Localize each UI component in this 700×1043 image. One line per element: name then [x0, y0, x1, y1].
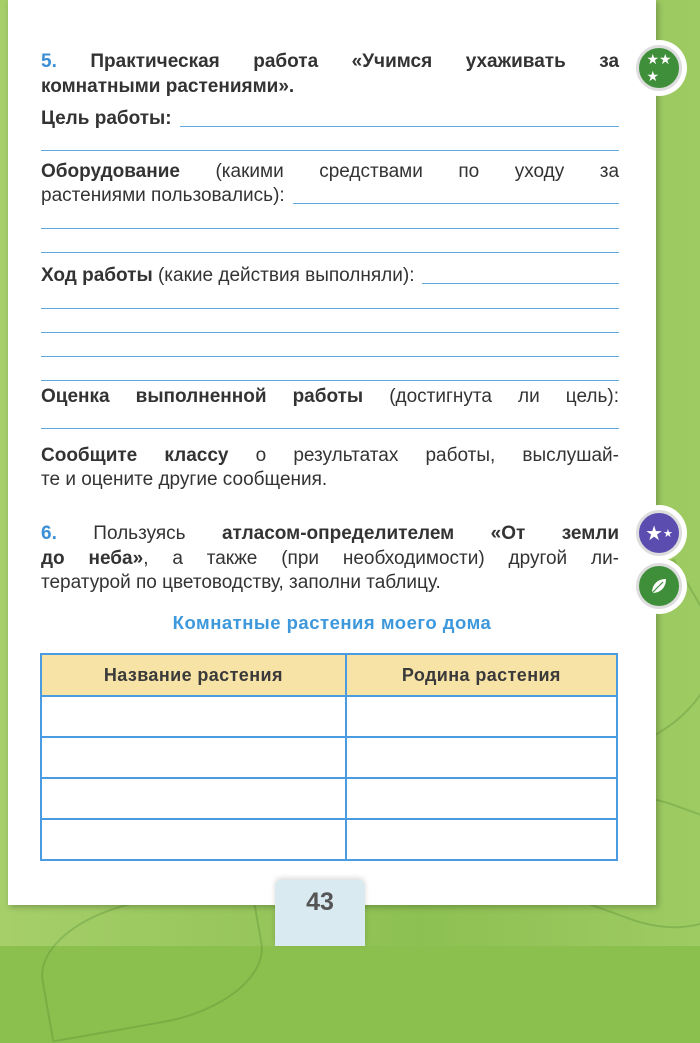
- table-title: Комнатные растения моего дома: [172, 612, 492, 633]
- table-cell[interactable]: [346, 737, 617, 778]
- task5-title-line1: 5. Практическая работа «Учимся ухаживать за: [41, 51, 620, 72]
- table-cell[interactable]: [41, 696, 346, 737]
- eval-row: Оценка выполненной работы (достигнута ли цель):: [41, 386, 619, 407]
- answer-line[interactable]: [41, 356, 619, 357]
- workbook-page: [8, 0, 656, 905]
- goal-row: Цель работы:: [41, 107, 619, 131]
- equipment-line1: Оборудование (какими средствами по уходу за: [41, 161, 620, 182]
- plants-table: [40, 653, 618, 861]
- equipment-line2: растениями пользовались):: [41, 184, 619, 208]
- answer-line[interactable]: [41, 228, 619, 229]
- task6-line2: до неба», а также (при необходимости) другой ли-: [41, 548, 620, 569]
- table-cell[interactable]: [41, 737, 346, 778]
- table-row: [41, 778, 617, 819]
- table-cell[interactable]: [41, 819, 346, 860]
- equipment-answer-line[interactable]: [293, 203, 619, 204]
- table-row: [41, 737, 617, 778]
- table-cell[interactable]: [346, 819, 617, 860]
- leaf-icon: [636, 563, 682, 609]
- progress-row: Ход работы (какие действия выполняли):: [41, 264, 619, 288]
- star-pair-icon: ★ ★: [636, 510, 682, 556]
- page-number: 43: [275, 880, 365, 946]
- table-cell[interactable]: [41, 778, 346, 819]
- goal-answer-line[interactable]: [180, 126, 619, 127]
- task6-line3: тературой по цветоводству, заполни таблицу.: [41, 572, 441, 593]
- table-cell[interactable]: [346, 778, 617, 819]
- answer-line[interactable]: [41, 150, 619, 151]
- column-header: Название растения: [41, 654, 346, 696]
- three-stars-icon: ★★ ★: [636, 45, 682, 91]
- task5-title-line2: комнатными растениями».: [41, 76, 295, 97]
- progress-answer-line[interactable]: [422, 283, 619, 284]
- answer-line[interactable]: [41, 428, 619, 429]
- answer-line[interactable]: [41, 308, 619, 309]
- table-row: [41, 696, 617, 737]
- task6-line1: 6. Пользуясь атласом-определителем «От земли: [41, 523, 620, 544]
- report-line1: Сообщите классу о результатах работы, выслушай-: [41, 445, 619, 466]
- answer-line[interactable]: [41, 380, 619, 381]
- report-line2: те и оцените другие сообщения.: [41, 469, 328, 490]
- column-header: Родина растения: [346, 654, 617, 696]
- table-row: [41, 819, 617, 860]
- answer-line[interactable]: [41, 252, 619, 253]
- table-cell[interactable]: [346, 696, 617, 737]
- answer-line[interactable]: [41, 332, 619, 333]
